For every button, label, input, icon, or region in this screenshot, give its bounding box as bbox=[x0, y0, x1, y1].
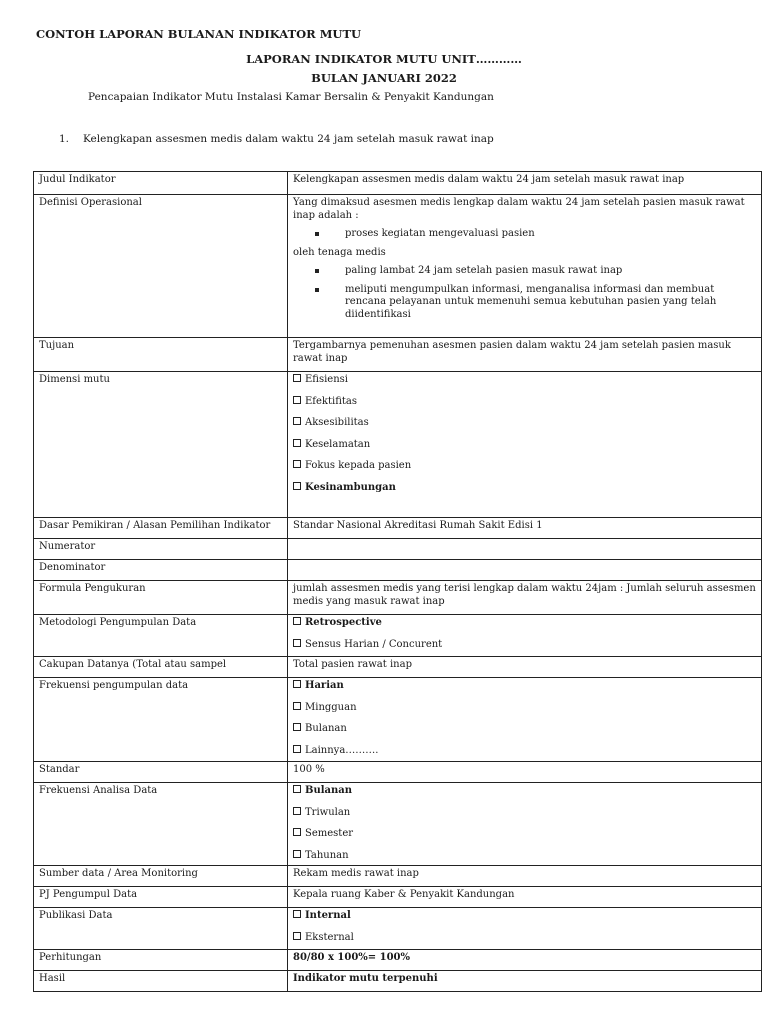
row-value: 100 % bbox=[288, 762, 762, 783]
option-label: Efisiensi bbox=[305, 374, 348, 385]
indicator-item-text: Kelengkapan assesmen medis dalam waktu 24 jam setelah masuk rawat inap bbox=[83, 133, 494, 145]
row-label: Perhitungan bbox=[34, 950, 288, 971]
definition-middle: oleh tenaga medis bbox=[293, 246, 386, 258]
option-item bbox=[293, 460, 756, 473]
table-row bbox=[34, 657, 762, 678]
row-value: Tergambarnya pemenuhan asesmen pasien dalam waktu 24 jam setelah pasien masuk rawat inap bbox=[288, 338, 762, 372]
list-item bbox=[293, 228, 756, 241]
row-label: Metodologi Pengumpulan Data bbox=[34, 615, 288, 657]
option-item bbox=[293, 396, 756, 409]
option-item bbox=[293, 374, 756, 387]
table-row bbox=[34, 560, 762, 581]
table-row bbox=[34, 195, 762, 338]
report-title-text: LAPORAN INDIKATOR MUTU UNIT………… bbox=[246, 52, 522, 66]
checkbox-icon bbox=[293, 680, 301, 688]
checkbox-icon bbox=[293, 639, 301, 647]
option-item bbox=[293, 723, 756, 736]
definition-intro: Yang dimaksud asesmen medis lengkap dalam waktu 24 jam setelah pasien masuk rawat inap adalah : bbox=[293, 197, 745, 221]
indicator-number: 1. bbox=[59, 133, 70, 145]
table-row bbox=[34, 908, 762, 950]
list-item-text: paling lambat 24 jam setelah pasien masuk rawat inap bbox=[345, 265, 623, 276]
row-value: Kepala ruang Kaber & Penyakit Kandungan bbox=[288, 887, 762, 908]
option-item bbox=[293, 439, 756, 452]
checkbox-icon bbox=[293, 828, 301, 836]
row-value: Kelengkapan assesmen medis dalam waktu 24 jam setelah masuk rawat inap bbox=[288, 172, 762, 195]
row-label: Tujuan bbox=[34, 338, 288, 372]
calculation-value: 80/80 x 100%= 100% bbox=[288, 950, 762, 971]
option-label-selected: Internal bbox=[305, 910, 351, 921]
bullet-icon bbox=[315, 288, 319, 292]
checkbox-icon bbox=[293, 850, 301, 858]
checkbox-icon bbox=[293, 702, 301, 710]
checkbox-icon bbox=[293, 910, 301, 918]
option-label: Semester bbox=[305, 828, 354, 839]
option-item bbox=[293, 639, 756, 652]
row-value bbox=[288, 539, 762, 560]
row-value: Rekam medis rawat inap bbox=[288, 866, 762, 887]
option-label: Lainnya………. bbox=[305, 744, 379, 756]
option-item bbox=[293, 680, 756, 693]
row-value: Standar Nasional Akreditasi Rumah Sakit Edisi 1 bbox=[288, 518, 762, 539]
row-label: Dasar Pemikiran / Alasan Pemilihan Indikator bbox=[34, 518, 288, 539]
option-label-selected: Kesinambungan bbox=[305, 481, 396, 493]
option-label: Aksesibilitas bbox=[305, 417, 369, 428]
option-label-selected: Bulanan bbox=[305, 785, 353, 796]
row-label: Frekuensi pengumpulan data bbox=[34, 678, 288, 762]
options-cell bbox=[288, 372, 762, 518]
row-label: Standar bbox=[34, 762, 288, 783]
option-item bbox=[293, 785, 756, 798]
row-value bbox=[288, 560, 762, 581]
row-label: Definisi Operasional bbox=[34, 195, 288, 338]
document-title: CONTOH LAPORAN BULANAN INDIKATOR MUTU bbox=[36, 27, 362, 41]
option-item bbox=[293, 745, 756, 758]
checkbox-icon bbox=[293, 482, 301, 490]
result-value: Indikator mutu terpenuhi bbox=[288, 971, 762, 992]
table-row bbox=[34, 172, 762, 195]
option-item bbox=[293, 910, 756, 923]
option-item bbox=[293, 417, 756, 430]
table-row bbox=[34, 372, 762, 518]
table-row bbox=[34, 338, 762, 372]
row-label: Frekuensi Analisa Data bbox=[34, 783, 288, 866]
indicator-item bbox=[59, 133, 494, 145]
option-label: Eksternal bbox=[305, 931, 354, 943]
table-row bbox=[34, 615, 762, 657]
definition-cell bbox=[288, 195, 762, 338]
checkbox-icon bbox=[293, 439, 301, 447]
checkbox-icon bbox=[293, 745, 301, 753]
options-cell bbox=[288, 908, 762, 950]
table-row bbox=[34, 783, 762, 866]
table-row bbox=[34, 581, 762, 615]
options-cell bbox=[288, 678, 762, 762]
row-label: Hasil bbox=[34, 971, 288, 992]
option-item bbox=[293, 702, 756, 715]
table-row bbox=[34, 887, 762, 908]
table-row bbox=[34, 971, 762, 992]
table-row bbox=[34, 518, 762, 539]
option-label: Fokus kepada pasien bbox=[305, 460, 412, 471]
row-label: Cakupan Datanya (Total atau sampel bbox=[34, 657, 288, 678]
report-month: BULAN JANUARI 2022 bbox=[311, 71, 457, 85]
checkbox-icon bbox=[293, 785, 301, 793]
row-label: Denominator bbox=[34, 560, 288, 581]
checkbox-icon bbox=[293, 617, 301, 625]
option-item bbox=[293, 617, 756, 630]
list-item bbox=[293, 284, 756, 322]
checkbox-icon bbox=[293, 396, 301, 404]
option-label: Bulanan bbox=[305, 723, 347, 734]
options-cell bbox=[288, 615, 762, 657]
row-label: Publikasi Data bbox=[34, 908, 288, 950]
row-label: PJ Pengumpul Data bbox=[34, 887, 288, 908]
checkbox-icon bbox=[293, 374, 301, 382]
option-item bbox=[293, 932, 756, 945]
option-item bbox=[293, 807, 756, 820]
option-label: Sensus Harian / Concurent bbox=[305, 638, 443, 650]
bullet-icon bbox=[315, 232, 319, 236]
bullet-icon bbox=[315, 269, 319, 273]
report-subtitle: Pencapaian Indikator Mutu Instalasi Kamar Bersalin & Penyakit Kandungan bbox=[88, 91, 494, 103]
option-label: Triwulan bbox=[305, 806, 351, 818]
row-label: Judul Indikator bbox=[34, 172, 288, 195]
checkbox-icon bbox=[293, 417, 301, 425]
table-row bbox=[34, 539, 762, 560]
row-label: Dimensi mutu bbox=[34, 372, 288, 518]
list-item bbox=[293, 265, 756, 278]
table-row bbox=[34, 678, 762, 762]
indicator-table bbox=[33, 171, 762, 992]
checkbox-icon bbox=[293, 460, 301, 468]
table-row bbox=[34, 866, 762, 887]
option-label: Mingguan bbox=[305, 701, 357, 713]
option-label: Tahunan bbox=[305, 849, 349, 861]
checkbox-icon bbox=[293, 723, 301, 731]
option-label-selected: Retrospective bbox=[305, 617, 382, 628]
row-label: Formula Pengukuran bbox=[34, 581, 288, 615]
list-item-text: proses kegiatan mengevaluasi pasien bbox=[345, 228, 535, 239]
option-label: Keselamatan bbox=[305, 438, 371, 450]
table-row bbox=[34, 950, 762, 971]
list-item-text: meliputi mengumpulkan informasi, menganalisa informasi dan membuat rencana pelayanan untuk memenuhi semua kebutuhan pasien yang telah diidentifikasi bbox=[345, 283, 717, 320]
checkbox-icon bbox=[293, 932, 301, 940]
option-item bbox=[293, 850, 756, 863]
row-label: Numerator bbox=[34, 539, 288, 560]
options-cell bbox=[288, 783, 762, 866]
row-label: Sumber data / Area Monitoring bbox=[34, 866, 288, 887]
checkbox-icon bbox=[293, 807, 301, 815]
option-label: Efektifitas bbox=[305, 395, 357, 407]
row-value: Total pasien rawat inap bbox=[288, 657, 762, 678]
option-label-selected: Harian bbox=[305, 680, 344, 691]
option-item bbox=[293, 482, 756, 495]
option-item bbox=[293, 828, 756, 841]
row-value: jumlah assesmen medis yang terisi lengkap dalam waktu 24jam : Jumlah seluruh assesmen medis yang masuk rawat inap bbox=[288, 581, 762, 615]
report-title bbox=[0, 52, 768, 66]
table-row bbox=[34, 762, 762, 783]
